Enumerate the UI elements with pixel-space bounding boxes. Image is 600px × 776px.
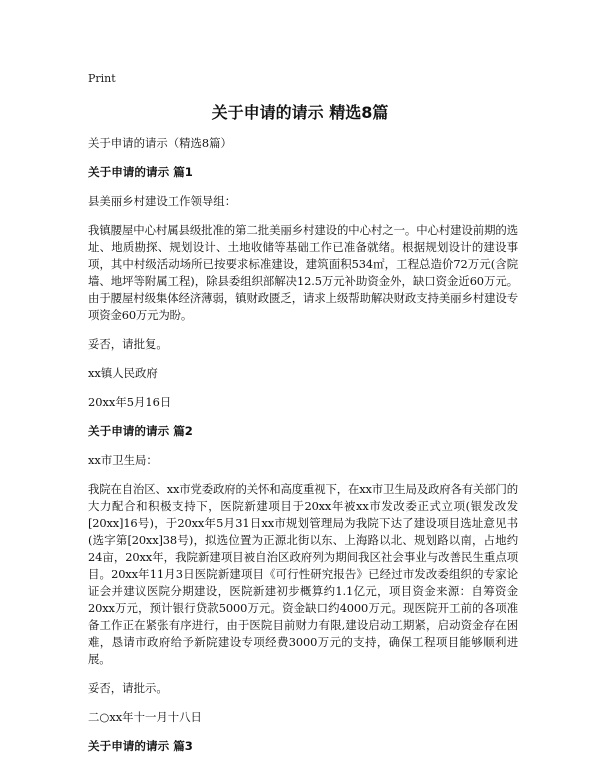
document-subtitle: 关于申请的请示（精选8篇）: [88, 136, 232, 150]
section-1-date: 20xx年5月16日: [88, 395, 172, 409]
section-2-body: 我院在自治区、xx市党委政府的关怀和高度重视下，在xx市卫生局及政府各有关部门的大力配合和积极支持下，医院新建项目于20xx年被xx市发改委正式立项(银发改发[20xx]16号)，于20xx年5月31日xx市规划管理局为我院下达了建设项目选址意见书(选字第[20xx]38号)，拟选位置为正源北街以东、上海路以北、规划路以南，占地约24亩，20xx年，我院新建项目被自治区政府列为期间我区社会事业与改善民生重点项目。20xx年11月3日医院新建项目《可行性研究报告》已经过市发改委组织的专家论证会并建议医院分期建设，医院新建初步概算约1.1亿元，项目资金来源：自筹资金20xx万元，预计银行贷款5000万元。资金缺口约4000万元。现医院开工前的各项准备工作正在紧张有序进行，由于医院目前财力有限,建设启动工期紧，启动资金存在困难，恳请市政府给予新院建设专项经费3000万元的支持，确保工程项目能够顺利进展。: [88, 482, 518, 666]
document-body: [88, 135, 518, 767]
section-3-heading: 关于申请的请示 篇3: [88, 739, 193, 753]
section-1-closing: 妥否，请批复。: [88, 337, 168, 351]
section-1-heading: 关于申请的请示 篇1: [88, 165, 193, 179]
section-2-addressee: xx市卫生局：: [88, 453, 158, 467]
section-1-addressee: 县美丽乡村建设工作领导组：: [88, 194, 237, 208]
section-2-heading: 关于申请的请示 篇2: [88, 424, 193, 438]
print-label[interactable]: Print: [88, 72, 116, 85]
section-1-signature: xx镇人民政府: [88, 366, 158, 380]
section-2-date: 二○xx年十一月十八日: [88, 710, 202, 724]
section-2-closing: 妥否，请批示。: [88, 681, 168, 695]
page-title: 关于申请的请示 精选8篇: [211, 103, 389, 122]
section-1-body: 我镇腰屋中心村属县级批准的第二批美丽乡村建设的中心村之一。中心村建设前期的选址、地质勘探、规划设计、土地收储等基础工作已准备就绪。根据规划设计的建设事项，其中村级活动场所已按要求标准建设，建筑面积534㎡，工程总造价72万元(含院墙、地坪等附属工程)，除县委组织部解决12.5万元补助资金外，缺口资金近60万元。由于腰屋村级集体经济薄弱，镇财政匮乏，请求上级帮助解决财政支持美丽乡村建设专项资金60万元为盼。: [88, 223, 518, 322]
